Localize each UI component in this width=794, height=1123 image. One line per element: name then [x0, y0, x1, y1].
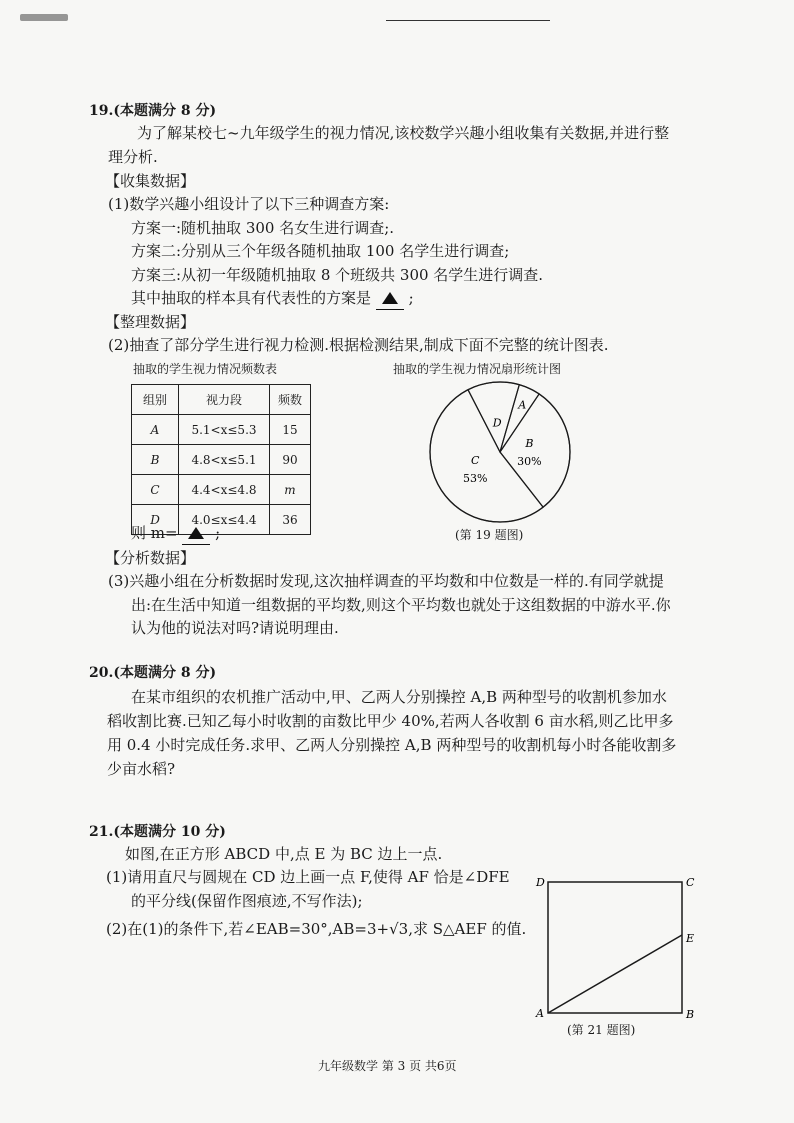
q19-part3-line2: 出:在生活中知道一组数据的平均数,则这个平均数也就处于这组数据的中游水平.你: [131, 596, 671, 614]
vertex-c-label: C: [686, 876, 695, 889]
table-cell-range: 4.8<x≤5.1: [179, 445, 270, 475]
pie-chart: [428, 380, 572, 524]
q19-pie-title: 抽取的学生视力情况扇形统计图: [393, 362, 562, 376]
point-e-label: E: [686, 932, 695, 945]
q20-line4: 少亩水稻?: [107, 760, 176, 778]
top-rule: [386, 20, 550, 21]
table-row: [132, 475, 311, 505]
q19-intro-1: 为了解某校七~九年级学生的视力情况,该校数学兴趣小组收集有关数据,并进行整: [137, 124, 670, 142]
triangle-icon: [188, 527, 204, 539]
q19-representative-text: 其中抽取的样本具有代表性的方案是: [131, 289, 372, 307]
table-cell-range: 4.0≤x≤4.4: [179, 505, 270, 535]
table-header-cell: 频数: [270, 385, 311, 415]
table-cell-range: 5.1<x≤5.3: [179, 415, 270, 445]
table-header-cell: 视力段: [179, 385, 270, 415]
pie-labels: [463, 398, 542, 484]
q19-pie-caption: (第 19 题图): [455, 528, 524, 542]
pie-percent-c: 53%: [463, 471, 488, 485]
scan-mark: [20, 14, 68, 21]
pie-label-a: A: [518, 398, 527, 412]
q20-line2: 稻收割比赛.已知乙每小时收割的亩数比甲少 40%,若两人各收割 6 亩水稻,则乙比甲多: [107, 712, 674, 730]
pie-slices: [430, 382, 570, 522]
table-cell-group: D: [132, 505, 179, 535]
answer-blank: [376, 287, 404, 310]
q19-part2: (2)抽查了部分学生进行视力检测.根据检测结果,制成下面不完整的统计图表.: [108, 336, 609, 354]
q19-m-prefix: 则 m=: [131, 524, 178, 542]
pie-slice-b: [500, 394, 570, 507]
q19-plan3: 方案三:从初一年级随机抽取 8 个班级共 300 名学生进行调查.: [131, 266, 544, 284]
table-row: [132, 445, 311, 475]
vertex-b-label: B: [686, 1008, 695, 1020]
q21-part2: (2)在(1)的条件下,若∠EAB=30°,AB=3+√3,求 S△AEF 的值.: [106, 920, 527, 938]
vertex-d-label: D: [536, 876, 545, 889]
vertex-a-label: A: [536, 1007, 544, 1020]
q21-caption: (第 21 题图): [567, 1023, 636, 1037]
table-cell-group: B: [132, 445, 179, 475]
q21-intro: 如图,在正方形 ABCD 中,点 E 为 BC 边上一点.: [125, 845, 443, 863]
q19-representative-suffix: ;: [408, 289, 414, 307]
pie-label-c: C: [471, 453, 480, 467]
q19-m-suffix: ;: [215, 524, 221, 542]
q19-plan1: 方案一:随机抽取 300 名女生进行调查;.: [131, 219, 395, 237]
pie-label-b: B: [525, 436, 534, 450]
q19-part3-line3: 认为他的说法对吗?请说明理由.: [131, 619, 339, 637]
frequency-table: [131, 384, 311, 535]
answer-blank: [182, 522, 210, 545]
q19-m-line: [131, 522, 220, 545]
square-figure: [532, 870, 702, 1020]
segment-ae: [548, 935, 682, 1013]
table-cell-range: 4.4<x≤4.8: [179, 475, 270, 505]
table-row: [132, 415, 311, 445]
pie-label-d: D: [492, 416, 502, 430]
q19-part1: (1)数学兴趣小组设计了以下三种调查方案:: [108, 195, 390, 213]
q19-table-title: 抽取的学生视力情况频数表: [133, 362, 278, 376]
table-cell-group: C: [132, 475, 179, 505]
q20-line1: 在某市组织的农机推广活动中,甲、乙两人分别操控 A,B 两种型号的收割机参加水: [131, 688, 667, 706]
q19-representative: [131, 287, 414, 310]
q19-plan2: 方案二:分别从三个年级各随机抽取 100 名学生进行调查;: [131, 242, 510, 260]
q20-line3: 用 0.4 小时完成任务.求甲、乙两人分别操控 A,B 两种型号的收割机每小时各能收割多: [107, 736, 677, 754]
q20-header: 20.(本题满分 8 分): [89, 665, 217, 681]
table-cell-freq: 15: [270, 415, 311, 445]
q19-section-collect: 【收集数据】: [105, 172, 196, 190]
q21-part1-line1: (1)请用直尺与圆规在 CD 边上画一点 F,使得 AF 恰是∠DFE: [106, 868, 510, 886]
table-cell-freq: 36: [270, 505, 311, 535]
q19-intro-2: 理分析.: [108, 148, 158, 166]
table-header-row: [132, 385, 311, 415]
pie-percent-b: 30%: [517, 454, 542, 468]
table-cell-freq: 90: [270, 445, 311, 475]
q19-section-organize: 【整理数据】: [105, 313, 196, 331]
table-cell-group: A: [132, 415, 179, 445]
q19-section-analyze: 【分析数据】: [105, 549, 196, 567]
table-cell-freq: m: [270, 475, 311, 505]
triangle-icon: [382, 292, 398, 304]
table-header-cell: 组别: [132, 385, 179, 415]
q19-part3-line1: (3)兴趣小组在分析数据时发现,这次抽样调查的平均数和中位数是一样的.有同学就提: [108, 572, 664, 590]
q21-part1-line2: 的平分线(保留作图痕迹,不写作法);: [131, 892, 363, 910]
q21-header: 21.(本题满分 10 分): [89, 824, 226, 840]
q19-header: 19.(本题满分 8 分): [89, 103, 217, 119]
page-footer: 九年级数学 第 3 页 共6页: [318, 1059, 457, 1073]
